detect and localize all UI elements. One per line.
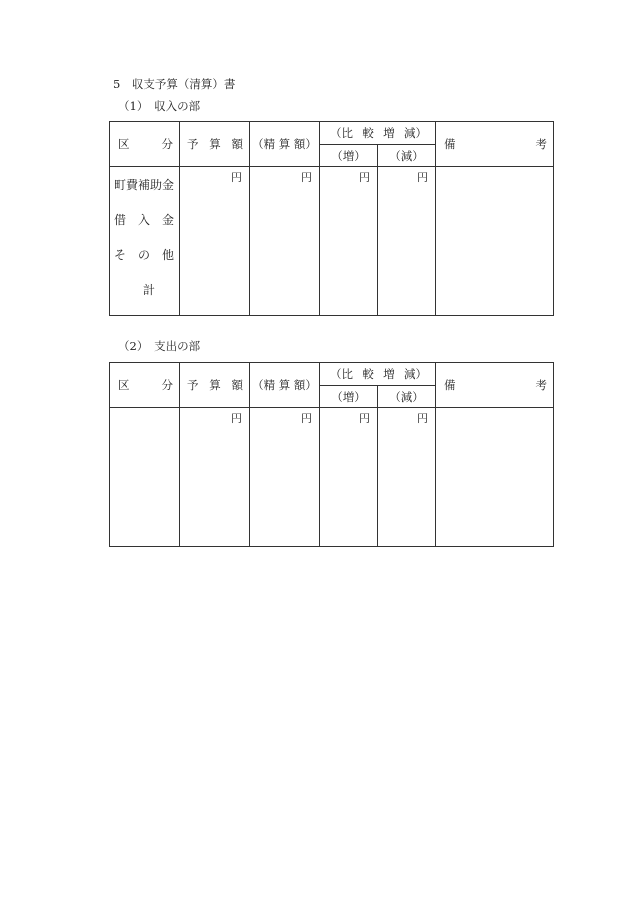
header-comparison-char: 較 xyxy=(362,126,374,140)
header-budget-char: 額 xyxy=(231,137,243,151)
header-comparison-char: （比 xyxy=(330,367,353,381)
expense-increase-cell xyxy=(320,408,378,547)
unit-label: 円 xyxy=(417,171,428,184)
income-row-label-char: 金 xyxy=(161,213,174,227)
header-comparison-char: 増 xyxy=(383,126,395,140)
income-row-label-char: 入 xyxy=(137,213,150,227)
header-budget xyxy=(180,122,250,167)
header-budget xyxy=(180,363,250,408)
unit-label: 円 xyxy=(301,171,312,184)
header-increase: （増） xyxy=(320,386,378,408)
unit-label: 円 xyxy=(231,412,242,425)
document-title: 5 収支予算（清算）書 xyxy=(113,77,236,91)
header-category-char: 分 xyxy=(161,137,173,151)
header-settlement: （精 算 額） xyxy=(250,122,320,167)
header-increase: （増） xyxy=(320,145,378,167)
unit-label: 円 xyxy=(231,171,242,184)
header-remarks-char: 考 xyxy=(535,137,547,151)
income-row-label-char: そ xyxy=(114,248,127,262)
header-category-char: 分 xyxy=(161,378,173,392)
header-category-char: 区 xyxy=(118,378,130,392)
header-remarks xyxy=(436,363,554,408)
header-decrease: （減） xyxy=(378,145,436,167)
income-row-label: 町費補助金 xyxy=(114,178,175,192)
income-row-label xyxy=(114,245,174,280)
header-budget-char: 算 xyxy=(209,137,221,151)
income-row-label-char: 借 xyxy=(114,213,127,227)
unit-label: 円 xyxy=(359,171,370,184)
income-section-heading: （1） 収入の部 xyxy=(118,99,201,113)
header-comparison-char: 減） xyxy=(403,367,427,381)
income-row-label: 計 xyxy=(143,283,156,297)
header-comparison xyxy=(320,122,436,145)
header-remarks xyxy=(436,122,554,167)
header-category xyxy=(110,122,180,167)
unit-label: 円 xyxy=(417,412,428,425)
header-budget-char: 予 xyxy=(187,378,199,392)
income-row-label xyxy=(114,210,174,245)
header-remarks-char: 備 xyxy=(444,137,456,151)
unit-label: 円 xyxy=(359,412,370,425)
expense-decrease-cell xyxy=(378,408,436,547)
expense-table xyxy=(109,362,554,547)
income-increase-cell xyxy=(320,167,378,316)
header-category-char: 区 xyxy=(118,137,130,151)
income-row-label-char: の xyxy=(137,248,150,262)
header-settlement: （精 算 額） xyxy=(250,363,320,408)
income-row-label-char: 他 xyxy=(161,248,174,262)
income-budget-cell xyxy=(180,167,250,316)
header-category xyxy=(110,363,180,408)
expense-settlement-cell xyxy=(250,408,320,547)
header-remarks-char: 考 xyxy=(535,378,547,392)
income-remarks-cell xyxy=(436,167,554,316)
income-category-cell xyxy=(110,167,180,316)
expense-category-cell xyxy=(110,408,180,547)
header-budget-char: 予 xyxy=(187,137,199,151)
income-settlement-cell xyxy=(250,167,320,316)
income-row-labels xyxy=(110,167,179,315)
header-comparison-char: 増 xyxy=(383,367,395,381)
header-comparison xyxy=(320,363,436,386)
header-comparison-char: 較 xyxy=(362,367,374,381)
unit-label: 円 xyxy=(301,412,312,425)
header-comparison-char: （比 xyxy=(330,126,353,140)
header-decrease: （減） xyxy=(378,386,436,408)
header-remarks-char: 備 xyxy=(444,378,456,392)
header-budget-char: 額 xyxy=(231,378,243,392)
header-comparison-char: 減） xyxy=(403,126,427,140)
income-table xyxy=(109,121,554,316)
expense-remarks-cell xyxy=(436,408,554,547)
header-budget-char: 算 xyxy=(209,378,221,392)
expense-section-heading: （2） 支出の部 xyxy=(118,339,201,353)
income-decrease-cell xyxy=(378,167,436,316)
expense-budget-cell xyxy=(180,408,250,547)
